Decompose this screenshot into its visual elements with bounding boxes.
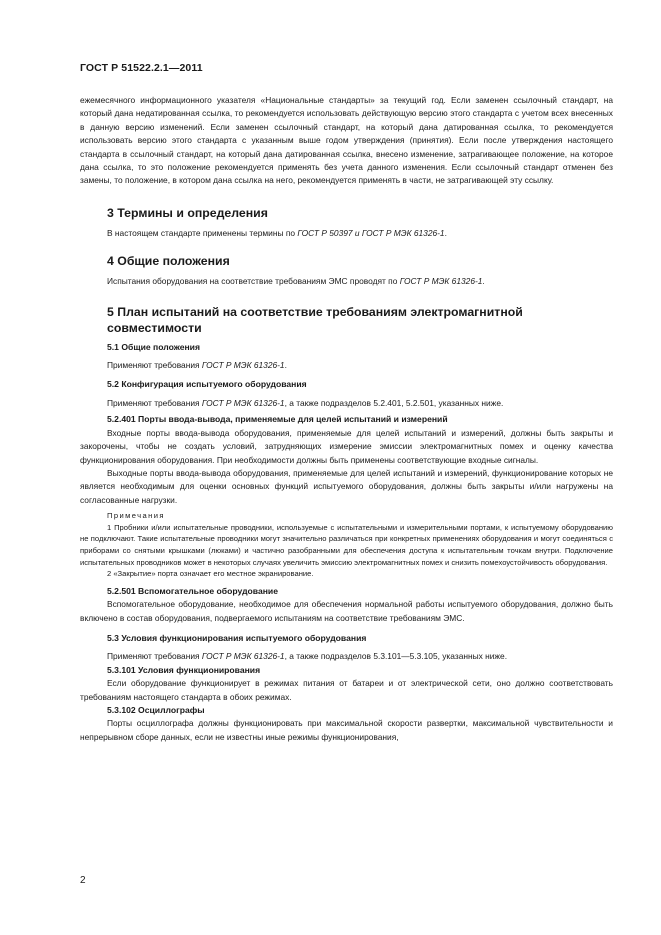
intro-paragraph: ежемесячного информационного указателя «Национальные стандарты» за текущий год. Если заменен ссылочный стандарт, на который дана недатированная ссылка, то рекомендуется использовать действующую версию этого стандарта с учетом всех внесенных в данную версию изменений. Если заменен ссылочный стандарт, на который дана датированная ссылка, то рекомендуется использовать версию этого стандарта с указанным выше годом утверждения (принятия). Если после утверждения настоящего стандарта в ссылочный стандарт, на который дана датированная ссылка, внесено изменение, затрагивающее положение, на которое дана ссылка, то это положение рекомендуется применять без учета данного изменения. Если ссылочный стандарт отменен без замены, то положение, в котором дана ссылка на него, рекомендуется применять в части, не затрагивающей эту ссылку.	[80, 95, 613, 186]
section-5-2-501-paragraph: Вспомогательное оборудование, необходимое для обеспечения нормальной работы испытуемого оборудования, должно быть включено в состав оборудования, подвергаемого испытаниям на соответствие требованиям ЭМС.	[80, 599, 613, 623]
document-header: ГОСТ Р 51522.2.1—2011	[80, 62, 203, 74]
section-5-3-heading: 5.3 Условия функционирования испытуемого оборудования	[107, 632, 367, 643]
section-5-2-text: Применяют требования ГОСТ Р МЭК 61326-1, а также подразделов 5.2.401, 5.2.501, указанных ниже.	[107, 397, 504, 408]
section-5-3-102-paragraph: Порты осциллографа должны функционировать при максимальной скорости развертки, максимальной чувствительности и непрерывном сборе данных, если не известны иные режимы функционирования,	[80, 718, 613, 742]
reference-gost-61326: ГОСТ Р МЭК 61326-1	[399, 276, 483, 287]
section-5-heading: 5 План испытаний на соответствие требованиям электромагнитной совместимости	[107, 304, 523, 335]
section-3-text: В настоящем стандарте применены термины по ГОСТ Р 50397 и ГОСТ Р МЭК 61326-1.	[107, 227, 447, 238]
section-5-2-heading: 5.2 Конфигурация испытуемого оборудования	[107, 379, 307, 390]
section-3-heading: 3 Термины и определения	[107, 205, 268, 220]
section-5-2-401-paragraph-1: Входные порты ввода-вывода оборудования, применяемые для целей испытаний и измерений, должны быть закрыты и закорочены, чтобы не создать условий, затрудняющих измерение эмиссии электромагнитных помех и оценку качества функционирования оборудования. При необходимости должны быть применены соответствующие входные сигналы.	[80, 427, 613, 465]
section-5-2-401-heading: 5.2.401 Порты ввода-вывода, применяемые для целей испытаний и измерений	[107, 414, 448, 425]
reference-gost-61326: ГОСТ Р МЭК 61326-1	[361, 227, 445, 238]
section-5-3-102-heading: 5.3.102 Осциллографы	[107, 704, 205, 715]
note-2: 2 «Закрытие» порта означает его местное экранирование.	[107, 569, 314, 579]
section-5-3-101-heading: 5.3.101 Условия функционирования	[107, 664, 261, 675]
section-5-3-text: Применяют требования ГОСТ Р МЭК 61326-1, а также подразделов 5.3.101—5.3.105, указанных ниже.	[107, 651, 508, 662]
reference-gost-61326: ГОСТ Р МЭК 61326-1	[201, 651, 285, 662]
section-5-1-text: Применяют требования ГОСТ Р МЭК 61326-1.	[107, 360, 287, 371]
section-5-3-101-paragraph: Если оборудование функционирует в режимах питания от батареи и от электрической сети, оно должно соответствовать требованиям настоящего стандарта в обоих режимах.	[80, 678, 613, 702]
document-body	[80, 94, 613, 744]
note-1: 1 Пробники и/или испытательные проводники, используемые с испытательными и измерительными портами, к испытуемому оборудованию не подключают. Такие испытательные проводники могут значительно различаться при конкретных применениях оборудования и могут соединяться с приборами со снятыми крышками (люками) и частично разобранными для обеспечения доступа к испытательным точкам внутри. Подключение испытательных проводников может в некоторых случаях увеличить эмиссию электромагнитных помех и снизить помехоустойчивость оборудования.	[80, 522, 613, 567]
reference-gost-61326: ГОСТ Р МЭК 61326-1	[201, 397, 285, 408]
page-number: 2	[80, 875, 86, 886]
section-5-1-heading: 5.1 Общие положения	[107, 341, 200, 352]
section-4-heading: 4 Общие положения	[107, 254, 230, 269]
section-4-text: Испытания оборудования на соответствие требованиям ЭМС проводят по ГОСТ Р МЭК 61326-1.	[107, 276, 485, 287]
section-5-2-501-heading: 5.2.501 Вспомогательное оборудование	[107, 585, 278, 596]
reference-gost-61326: ГОСТ Р МЭК 61326-1	[201, 360, 285, 371]
reference-gost-50397: ГОСТ Р 50397	[297, 227, 353, 238]
section-5-2-401-paragraph-2: Выходные порты ввода-вывода оборудования, применяемые для целей испытаний и измерений, функционирование которых не является необходимым для оценки основных функций испытуемого оборудования, должны быть закрыты и/или нагружены на согласованные нагрузки.	[80, 467, 613, 505]
notes-label: Примечания	[107, 511, 165, 521]
